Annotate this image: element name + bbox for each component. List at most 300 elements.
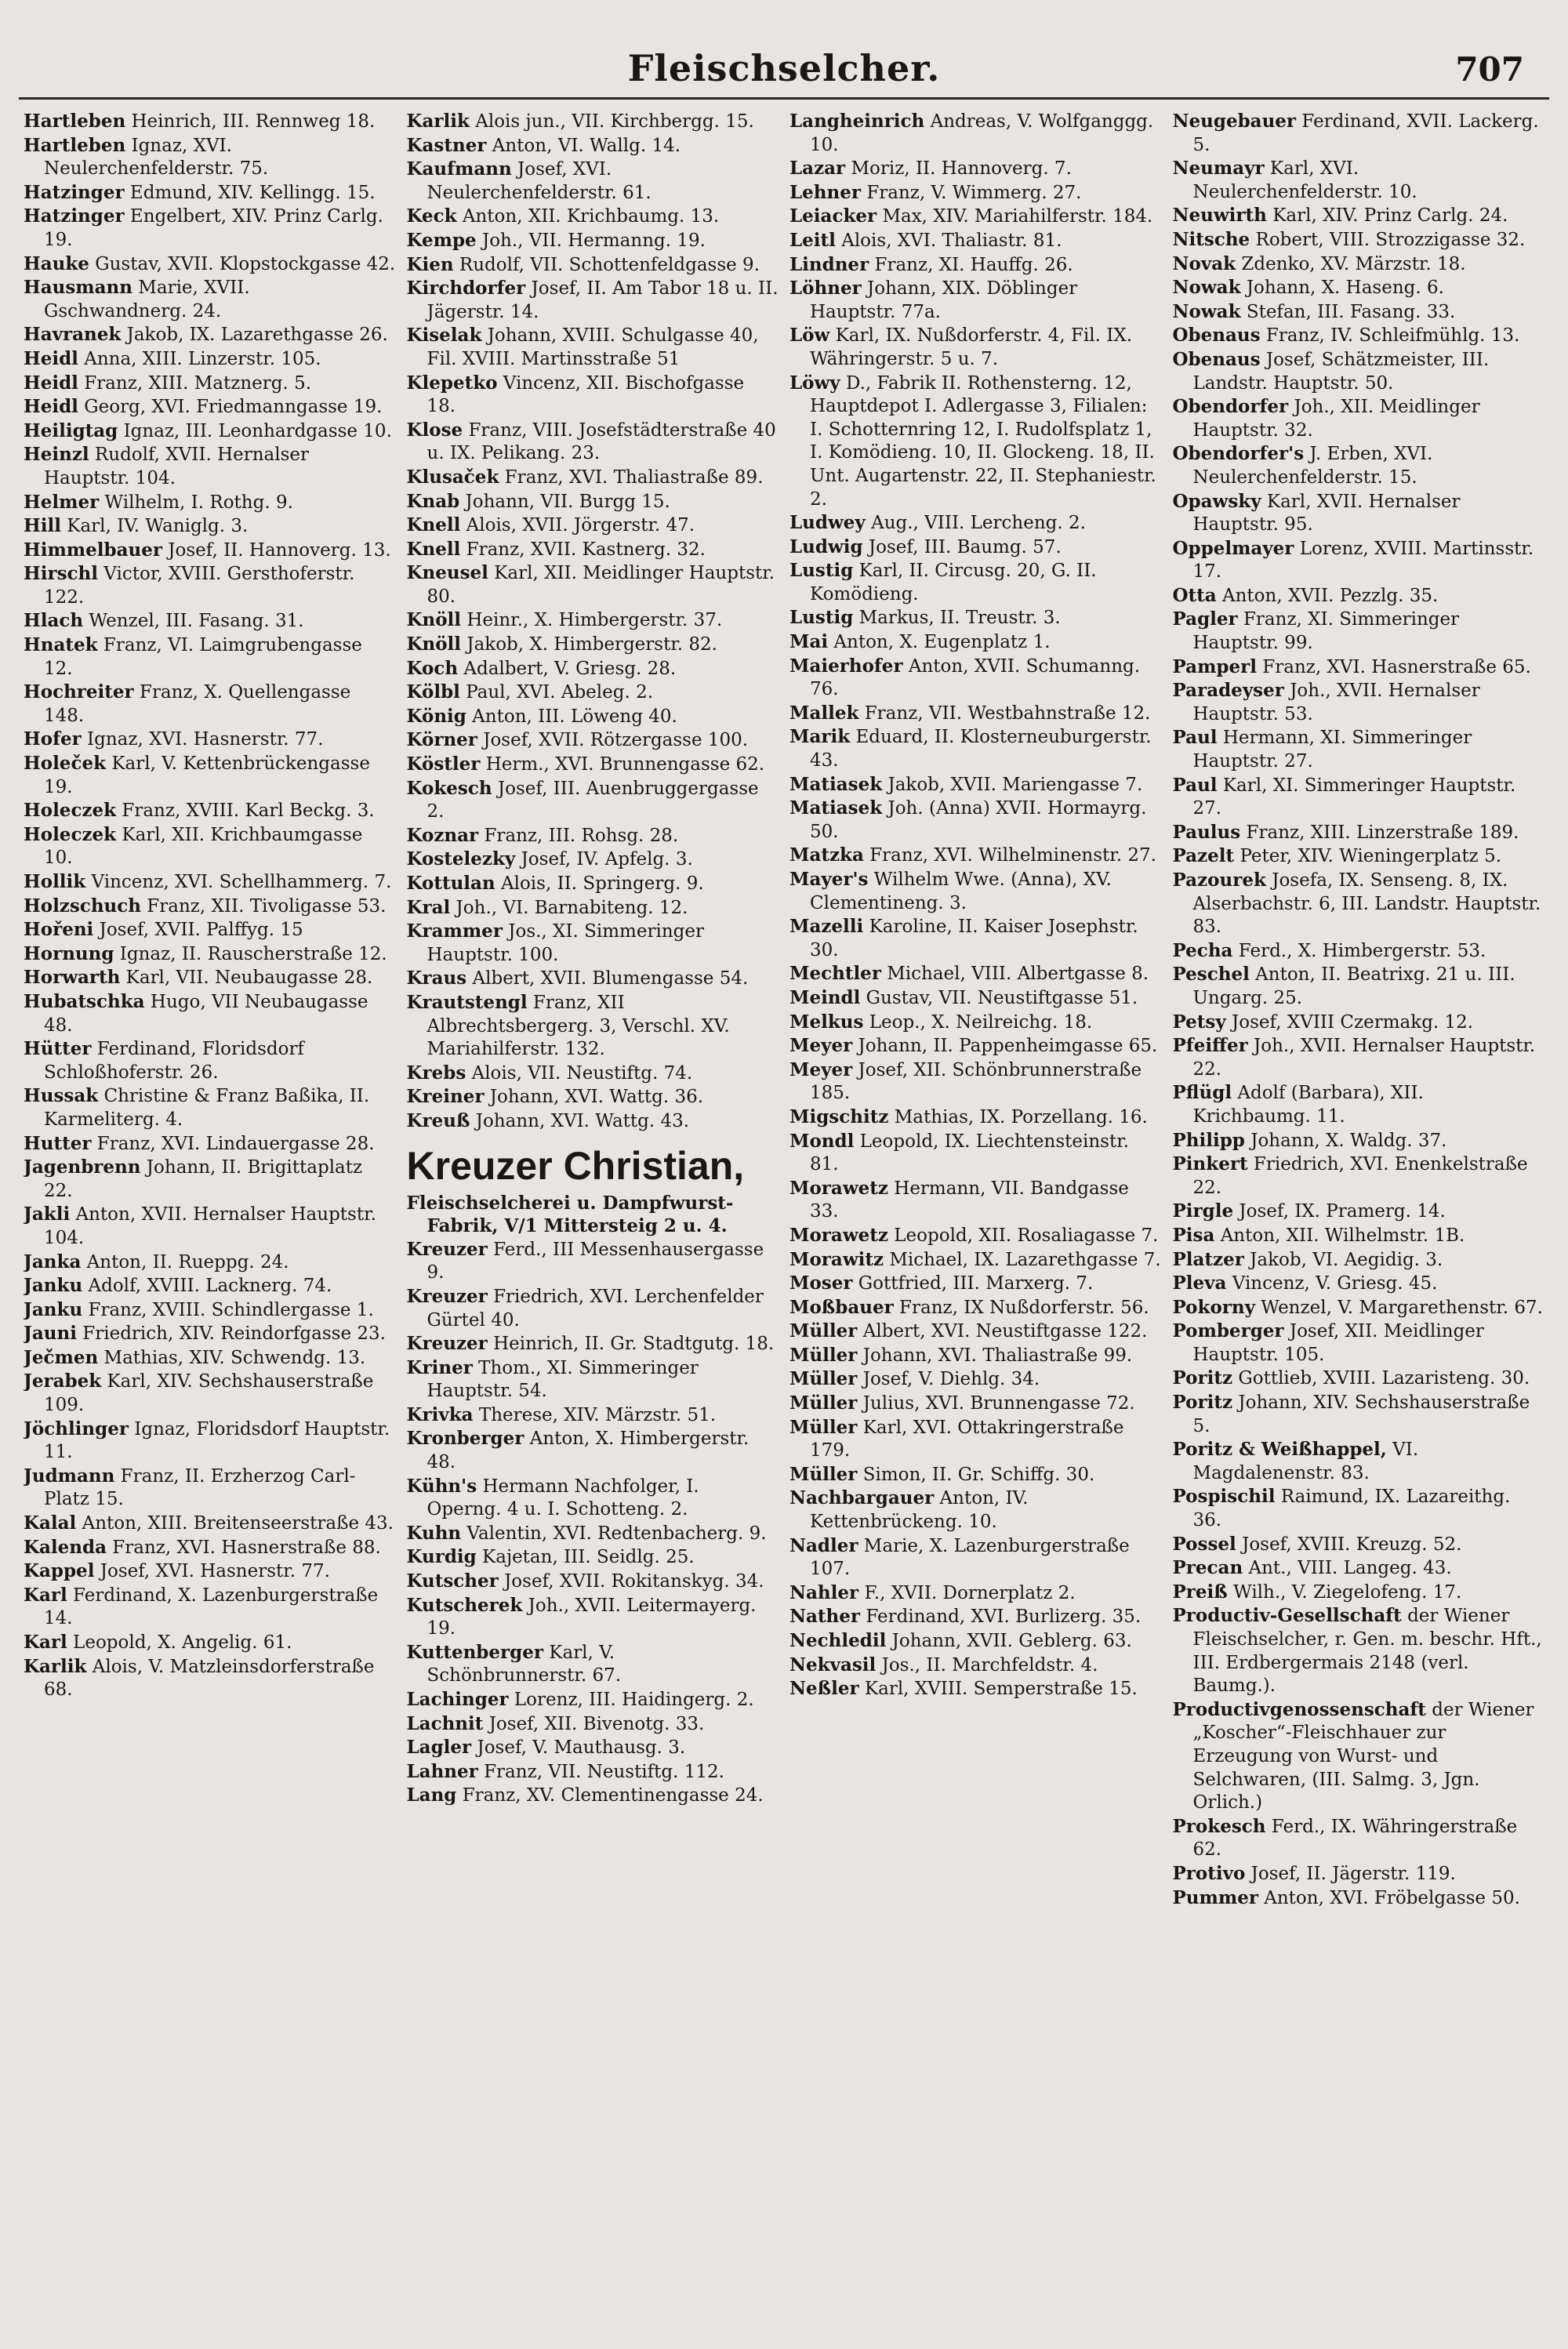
- directory-entry: [789, 1487, 1162, 1534]
- directory-entry: [789, 324, 1162, 371]
- directory-entry: [407, 705, 779, 729]
- entry-address: Ignaz, XVI. Neulerchenfelderstr. 75.: [44, 135, 269, 180]
- entry-address: Franz, XVI. Hasnerstraße 88.: [106, 1537, 381, 1558]
- directory-entry: [407, 1085, 779, 1109]
- entry-address: Franz, II. Erzherzog Carl-Platz 15.: [44, 1465, 356, 1510]
- directory-entry: [24, 1584, 396, 1631]
- entry-name: Moser: [789, 1273, 853, 1294]
- entry-name: Neuwirth: [1172, 205, 1267, 227]
- entry-name: Peschel: [1172, 964, 1250, 986]
- entry-name: Petsy: [1172, 1011, 1226, 1033]
- entry-name: Hořeni: [24, 919, 94, 941]
- entry-address: Adolf, XVIII. Lacknerg. 74.: [82, 1276, 332, 1297]
- directory-entry: [789, 1130, 1162, 1177]
- directory-entry: [789, 1392, 1162, 1416]
- entry-name: Pazourek: [1172, 870, 1266, 891]
- entry-name: Pisa: [1172, 1224, 1215, 1246]
- section-title: Fleischselcher.: [627, 47, 941, 89]
- directory-entry: [24, 870, 396, 895]
- directory-entry: [1173, 1604, 1545, 1697]
- directory-entry: [1173, 537, 1545, 584]
- directory-entry: [1173, 679, 1545, 726]
- directory-entry: [407, 490, 779, 514]
- entry-name: Precan: [1172, 1557, 1243, 1579]
- entry-address: Friedrich, XIV. Reindorfgasse 23.: [76, 1323, 386, 1345]
- entry-name: Nachbargauer: [789, 1487, 935, 1509]
- directory-entry: [407, 1356, 779, 1403]
- entry-name: Mayer's: [789, 869, 869, 890]
- entry-address: Michael, VIII. Albertgasse 8.: [880, 964, 1149, 985]
- entry-address: Therese, XIV. Märzstr. 51.: [473, 1404, 717, 1425]
- entry-name: Hartleben: [24, 111, 126, 132]
- directory-entry: [407, 1143, 779, 1189]
- directory-entry: [1173, 1129, 1545, 1153]
- entry-address: Anton, II. Rueppg. 24.: [81, 1251, 289, 1273]
- directory-entry: [407, 1570, 779, 1594]
- directory-entry: [789, 181, 1162, 205]
- entry-address: Georg, XVI. Friedmanngasse 19.: [78, 397, 383, 418]
- entry-address: Vincenz, XVI. Schellhammerg. 7.: [85, 872, 392, 892]
- directory-entry: [24, 823, 396, 870]
- entry-name: Paulus: [1172, 821, 1241, 843]
- directory-entry: [789, 1534, 1162, 1581]
- entry-address: Stefan, III. Fasang. 33.: [1240, 301, 1456, 322]
- entry-address: Ignaz, Floridsdorf Hauptstr. 11.: [44, 1418, 390, 1463]
- entry-address: Max, XIV. Mariahilferstr. 184.: [877, 206, 1153, 227]
- entry-address: Alois, II. Springerg. 9.: [495, 873, 704, 894]
- directory-entry: [789, 1605, 1162, 1629]
- entry-address: Wilhelm Wwe. (Anna), XV. Clementineng. 3.: [810, 870, 1112, 913]
- entry-address: Josef, Schätzmeister, III. Landstr. Hauptstr. 50.: [1192, 349, 1490, 394]
- entry-name: Meyer: [789, 1035, 853, 1057]
- entry-address: Jos., II. Marchfeldstr. 4.: [876, 1654, 1098, 1676]
- entry-name: Kostelezky: [406, 848, 516, 870]
- entry-address: Karl, XII. Meidlinger Hauptstr. 80.: [426, 563, 775, 607]
- directory-entry: [1173, 204, 1545, 228]
- entry-address: Johann, XVII. Geblerg. 63.: [886, 1631, 1132, 1651]
- entry-name: Hnatek: [24, 634, 98, 656]
- entry-address: Franz, XII. Tivoligasse 53.: [141, 895, 387, 917]
- directory-entry: [407, 1594, 779, 1641]
- entry-name: Kalal: [24, 1512, 77, 1534]
- directory-entry: [1173, 395, 1545, 442]
- entry-address: Johann, X. Waldg. 37.: [1244, 1130, 1447, 1151]
- entry-name: Pagler: [1172, 608, 1238, 630]
- entry-name: Holeczek: [24, 800, 117, 822]
- entry-address: Heinr., X. Himbergerstr. 37.: [461, 610, 723, 631]
- entry-address: Gottlieb, XVIII. Lazaristeng. 30.: [1232, 1368, 1530, 1389]
- entry-name: Müller: [789, 1463, 858, 1485]
- entry-name: Nadler: [789, 1534, 858, 1556]
- entry-address: Jakob, VI. Aegidig. 3.: [1243, 1249, 1443, 1270]
- entry-name: Leiacker: [789, 205, 877, 227]
- directory-entry: [1173, 869, 1545, 939]
- entry-name: Opawsky: [1172, 490, 1261, 512]
- directory-entry: [24, 372, 396, 396]
- entry-name: Matzka: [789, 844, 864, 866]
- entry-address: Mathias, IX. Porzellang. 16.: [888, 1106, 1148, 1127]
- entry-address: Ferdinand, XVII. Lackerg. 5.: [1192, 111, 1539, 155]
- entry-address: Johann, II. Pappenheimgasse 65.: [852, 1036, 1158, 1057]
- entry-address: Joh., XII. Meidlinger Hauptstr. 32.: [1192, 397, 1480, 441]
- directory-entry: [789, 1654, 1162, 1678]
- entry-name: Obenaus: [1172, 348, 1261, 370]
- entry-name: Krammer: [406, 920, 503, 942]
- directory-entry: [24, 990, 396, 1037]
- directory-entry: [407, 1403, 779, 1428]
- entry-name: Hochreiter: [24, 681, 134, 703]
- entry-address: Johann, XVI. Wattg. 43.: [470, 1110, 690, 1131]
- directory-columns: [24, 110, 1544, 2329]
- entry-address: Josef, XVI. Neulerchenfelderstr. 61.: [426, 159, 652, 203]
- directory-entry: [407, 681, 779, 705]
- entry-name: Otta: [1172, 584, 1217, 606]
- directory-entry: [407, 728, 779, 753]
- entry-name: Heidl: [24, 396, 78, 418]
- entry-address: Herm., XVI. Brunnengasse 62.: [480, 754, 765, 775]
- entry-name: Hatzinger: [24, 205, 125, 227]
- entry-address: Jakob, XVII. Mariengasse 7.: [882, 774, 1143, 795]
- directory-entry: [1173, 1248, 1545, 1273]
- entry-name: Kreuzer Christian,: [406, 1143, 745, 1188]
- entry-name: Possel: [1172, 1533, 1236, 1555]
- entry-name: Nechledil: [789, 1630, 887, 1651]
- entry-address: Julius, XVI. Brunnengasse 72.: [857, 1393, 1135, 1414]
- entry-name: Langheinrich: [789, 111, 925, 132]
- directory-entry: [1173, 252, 1545, 277]
- entry-name: Pirgle: [1172, 1200, 1234, 1222]
- entry-address: Alois jun., VII. Kirchbergg. 15.: [469, 111, 754, 132]
- entry-address: Victor, XVIII. Gersthoferstr. 122.: [44, 564, 355, 608]
- entry-address: Josefa, IX. Senseng. 8, IX. Alserbachstr. 6, III. Landstr. Hauptstr. 83.: [1192, 870, 1541, 938]
- entry-name: Philipp: [1172, 1129, 1245, 1151]
- entry-address: Franz, IV. Schleifmühlg. 13.: [1260, 325, 1520, 347]
- entry-address: Markus, II. Treustr. 3.: [853, 608, 1061, 629]
- entry-address: Josef, III. Auenbruggergasse 2.: [426, 778, 759, 822]
- entry-name: Obenaus: [1172, 325, 1261, 347]
- entry-name: Kastner: [406, 134, 487, 156]
- entry-name: Poritz: [1172, 1367, 1233, 1389]
- entry-address: Anton, XII. Wilhelmstr. 1B.: [1214, 1225, 1465, 1246]
- directory-entry: [1173, 1034, 1545, 1081]
- entry-address: Gustav, VII. Neustiftgasse 51.: [860, 987, 1138, 1008]
- entry-address: Joh., VII. Hermanng. 19.: [476, 230, 706, 251]
- directory-entry: [407, 1522, 779, 1546]
- directory-entry: [789, 1272, 1162, 1296]
- entry-address: Karl, V. Schönbrunnerstr. 67.: [426, 1642, 622, 1686]
- entry-address: Josef, II. Jägerstr. 119.: [1245, 1863, 1456, 1884]
- entry-name: Kurdig: [406, 1546, 477, 1568]
- entry-address: Josef, II. Am Tabor 18 u. II. Jägerstr. 14.: [426, 278, 779, 322]
- entry-address: Gustav, XVII. Klopstockgasse 42.: [89, 253, 396, 274]
- entry-name: Hausmann: [24, 277, 132, 299]
- entry-address: Josef, XVII. Palffyg. 15: [93, 920, 303, 941]
- directory-entry: [407, 514, 779, 538]
- entry-address: Johann, XVI. Wattg. 36.: [484, 1087, 704, 1108]
- entry-address: der Wiener „Koscher“-Fleischhauer zur Erzeugung von Wurst- und Selchwaren, (III. Salmg. 3, Jgn. Orlich.): [1192, 1699, 1534, 1813]
- directory-entry: [789, 1629, 1162, 1654]
- directory-entry: [789, 986, 1162, 1011]
- entry-name: Oppelmayer: [1172, 537, 1294, 559]
- entry-name: Heinzl: [24, 444, 89, 466]
- entry-address: Alois, V. Matzleinsdorferstraße 68.: [44, 1656, 375, 1701]
- directory-entry: [1173, 1391, 1545, 1438]
- entry-name: Poritz: [1172, 1392, 1233, 1414]
- entry-address: Karl, II. Circusg. 20, G. II. Komödieng.: [810, 561, 1097, 604]
- entry-name: Nekvasil: [789, 1654, 877, 1676]
- entry-address: Alois, XVII. Jörgerstr. 47.: [460, 515, 695, 536]
- directory-entry: [407, 1192, 779, 1238]
- directory-entry: [24, 252, 396, 277]
- column-3: [789, 110, 1162, 2329]
- entry-name: Karlik: [406, 111, 470, 132]
- entry-name: Obendorfer: [1172, 396, 1289, 418]
- directory-entry: [24, 1298, 396, 1323]
- entry-address: Heinrich, II. Gr. Stadtgutg. 18.: [487, 1334, 775, 1355]
- directory-entry: [24, 514, 396, 539]
- entry-address: Josef, XII. Schönbrunnerstraße 185.: [810, 1059, 1142, 1104]
- directory-entry: [24, 1465, 396, 1512]
- entry-name: Jakli: [24, 1204, 71, 1225]
- entry-address: Franz, XVI. Wilhelminenstr. 27.: [863, 845, 1156, 866]
- entry-address: Josef, IX. Pramerg. 14.: [1233, 1201, 1446, 1222]
- directory-entry: [24, 491, 396, 515]
- entry-address: Jakob, X. Himbergerstr. 82.: [461, 634, 717, 655]
- entry-name: Pospischil: [1172, 1486, 1276, 1508]
- entry-name: Matiasek: [789, 797, 883, 819]
- directory-entry: [789, 1296, 1162, 1320]
- entry-address: Franz, III. Rohsg. 28.: [478, 825, 679, 846]
- entry-name: Krebs: [406, 1062, 466, 1084]
- entry-name: Klepetko: [406, 372, 498, 394]
- entry-address: Adalbert, V. Griesg. 28.: [458, 658, 677, 679]
- directory-entry: [789, 559, 1162, 606]
- entry-address: F., XVII. Dornerplatz 2.: [858, 1582, 1076, 1603]
- entry-name: Migschitz: [789, 1106, 889, 1127]
- entry-address: Aug., VIII. Lercheng. 2.: [865, 513, 1086, 534]
- directory-entry: [1173, 157, 1545, 204]
- directory-entry: [24, 419, 396, 444]
- entry-name: Morawitz: [789, 1248, 884, 1270]
- page-header: [0, 47, 1568, 103]
- entry-name: Holeček: [24, 753, 107, 775]
- entry-address: Ferd., III Messenhausergasse 9.: [426, 1239, 764, 1283]
- entry-name: Löw: [789, 325, 830, 347]
- directory-entry: [407, 777, 779, 824]
- entry-name: Kalenda: [24, 1536, 107, 1558]
- entry-name: Nahler: [789, 1581, 859, 1603]
- directory-entry: [789, 962, 1162, 986]
- entry-address: Hermann Nachfolger, I. Operng. 4 u. I. Schotteng. 2.: [426, 1476, 699, 1520]
- entry-name: Pamperl: [1172, 655, 1257, 677]
- directory-entry: [789, 1248, 1162, 1273]
- directory-entry: [407, 967, 779, 991]
- directory-entry: [1173, 1367, 1545, 1391]
- entry-name: Körner: [406, 729, 477, 751]
- entry-address: Moriz, II. Hannoverg. 7.: [845, 158, 1072, 180]
- directory-entry: [789, 372, 1162, 512]
- entry-name: Kronberger: [406, 1428, 524, 1450]
- directory-entry: [407, 538, 779, 562]
- entry-name: Heiligtag: [24, 419, 118, 441]
- entry-name: Koch: [406, 657, 459, 679]
- directory-entry: [1173, 1556, 1545, 1581]
- entry-name: Mai: [789, 631, 829, 653]
- directory-entry: [789, 773, 1162, 797]
- entry-address: Franz, XVI. Thaliastraße 89.: [499, 467, 764, 488]
- entry-address: Jos., XI. Simmeringer Hauptstr. 100.: [426, 921, 704, 965]
- directory-entry: [789, 1416, 1162, 1463]
- entry-name: Pleva: [1172, 1273, 1227, 1294]
- entry-name: Kien: [406, 253, 454, 275]
- directory-entry: [24, 1132, 396, 1156]
- entry-address: Karl, IV. Waniglg. 3.: [60, 516, 249, 537]
- entry-name: Nowak: [1172, 300, 1241, 322]
- directory-entry: [24, 395, 396, 419]
- directory-entry: [789, 725, 1162, 772]
- directory-entry: [1173, 1296, 1545, 1320]
- entry-name: Kokesch: [406, 777, 492, 799]
- entry-address: Franz, X. Quellengasse 148.: [44, 682, 351, 726]
- directory-entry: [789, 1058, 1162, 1106]
- entry-address: Alois, XVI. Thaliastr. 81.: [835, 230, 1062, 251]
- directory-entry: [407, 419, 779, 466]
- entry-name: Lustig: [789, 560, 854, 582]
- directory-entry: [1173, 1081, 1545, 1128]
- entry-name: Hartleben: [24, 134, 126, 156]
- entry-name: Heidl: [24, 347, 78, 369]
- entry-name: Ludwig: [789, 536, 863, 557]
- entry-address: Marie, XVII. Gschwandnerg. 24.: [44, 278, 250, 321]
- entry-name: Hussak: [24, 1085, 99, 1107]
- entry-address: Joh., XVII. Hernalser Hauptstr. 22.: [1192, 1036, 1536, 1080]
- entry-address: Wenzel, V. Margarethenstr. 67.: [1255, 1297, 1543, 1318]
- entry-address: Anton, II. Beatrixg. 21 u. III. Ungarg. 25.: [1192, 964, 1515, 1008]
- entry-name: Meindl: [789, 986, 861, 1008]
- entry-address: Anna, XIII. Linzerstr. 105.: [78, 348, 321, 369]
- entry-name: Productiv-Gesellschaft: [1172, 1605, 1402, 1627]
- directory-entry: [407, 848, 779, 872]
- directory-entry: [407, 1736, 779, 1760]
- directory-entry: [789, 157, 1162, 181]
- directory-entry: [1173, 1581, 1545, 1605]
- directory-entry: [24, 276, 396, 323]
- entry-name: Karlik: [24, 1655, 87, 1677]
- entry-address: Alois, VII. Neustiftg. 74.: [466, 1062, 693, 1084]
- entry-name: Preiß: [1172, 1581, 1228, 1603]
- entry-name: Hauke: [24, 252, 89, 274]
- entry-name: Kölbl: [406, 681, 460, 703]
- entry-address: Rudolf, VII. Schottenfeldgasse 9.: [453, 254, 760, 275]
- directory-entry: [789, 1344, 1162, 1368]
- entry-name: Holeczek: [24, 823, 117, 845]
- entry-address: Johann, XVIII. Schulgasse 40, Fil. XVIII. Martinsstraße 51: [426, 325, 759, 369]
- directory-entry: [407, 1760, 779, 1784]
- entry-address: Adolf (Barbara), XII. Krichbaumg. 11.: [1192, 1083, 1424, 1127]
- entry-address: Franz, XIII. Matznerg. 5.: [78, 372, 312, 394]
- directory-entry: [24, 1655, 396, 1702]
- entry-name: Nather: [789, 1606, 861, 1628]
- page-number: 707: [1455, 50, 1524, 89]
- entry-address: Franz, XI. Simmeringer Hauptstr. 99.: [1192, 609, 1460, 654]
- directory-entry: [407, 896, 779, 920]
- entry-address: Karl, XIV. Sechshauserstraße 109.: [44, 1371, 374, 1416]
- entry-name: Janku: [24, 1298, 83, 1320]
- entry-address: Franz, XI. Hauffg. 26.: [869, 254, 1073, 275]
- entry-address: Edmund, XIV. Kellingg. 15.: [124, 182, 376, 203]
- directory-entry: [24, 110, 396, 134]
- directory-entry: [407, 1545, 779, 1570]
- entry-address: Johann, VII. Burgg 15.: [459, 491, 670, 512]
- entry-name: Neßler: [789, 1678, 859, 1700]
- directory-entry: [407, 1109, 779, 1134]
- entry-address: Josef, II. Hannoverg. 13.: [162, 539, 391, 561]
- header-rule: [19, 97, 1549, 100]
- entry-address: Franz, XIII. Linzerstraße 189.: [1240, 822, 1519, 843]
- entry-address: Johann, XIX. Döblinger Hauptstr. 77a.: [810, 278, 1078, 322]
- entry-name: Knab: [406, 490, 460, 512]
- directory-entry: [789, 253, 1162, 278]
- directory-entry: [407, 1285, 779, 1332]
- entry-address: Marie, X. Lazenburgerstraße 107.: [810, 1535, 1130, 1580]
- entry-address: Anton, IV. Kettenbrückeng. 10.: [810, 1488, 1029, 1533]
- entry-name: Löhner: [789, 278, 862, 300]
- entry-name: Janka: [24, 1251, 82, 1273]
- entry-address: Fleischselcherei u. Dampfwurst-Fabrik, V/1 Mittersteig 2 u. 4.: [406, 1192, 734, 1237]
- entry-address: Raimund, IX. Lazareithg. 36.: [1192, 1487, 1511, 1531]
- entry-name: Klusaček: [406, 466, 499, 488]
- entry-name: Horwarth: [24, 967, 121, 989]
- directory-entry: [407, 753, 779, 777]
- entry-name: Koznar: [406, 824, 479, 846]
- entry-address: Karl, IX. Nußdorferstr. 4, Fil. IX. Währingerstr. 5 u. 7.: [810, 325, 1133, 369]
- entry-name: Mazelli: [789, 916, 864, 938]
- entry-address: Robert, VIII. Strozzigasse 32.: [1250, 229, 1526, 250]
- entry-name: Paul: [1172, 727, 1218, 749]
- entry-name: Nowak: [1172, 277, 1241, 299]
- directory-entry: [789, 1320, 1162, 1344]
- entry-name: Neugebauer: [1172, 111, 1297, 132]
- entry-name: Lehner: [789, 181, 862, 203]
- entry-name: Kutscherek: [406, 1594, 523, 1616]
- entry-address: Andreas, V. Wolfganggg. 10.: [810, 111, 1154, 155]
- directory-entry: [407, 561, 779, 608]
- entry-name: Janku: [24, 1275, 83, 1297]
- directory-entry: [24, 1536, 396, 1560]
- entry-name: Ječmen: [24, 1346, 99, 1368]
- directory-entry: [1173, 1320, 1545, 1367]
- entry-name: Lagler: [406, 1737, 472, 1759]
- entry-address: Karl, XIV. Prinz Carlg. 24.: [1266, 205, 1508, 227]
- entry-address: Josef, V. Mauthausg. 3.: [471, 1737, 686, 1759]
- entry-name: Müller: [789, 1416, 858, 1438]
- entry-address: Valentin, XVI. Redtenbacherg. 9.: [461, 1523, 767, 1544]
- entry-address: Joh., XVII. Hernalser Hauptstr. 53.: [1192, 681, 1480, 724]
- entry-address: Franz, XVIII. Schindlergasse 1.: [82, 1299, 374, 1320]
- entry-name: Poritz & Weißhappel,: [1172, 1439, 1387, 1461]
- entry-name: Leitl: [789, 229, 836, 251]
- entry-name: König: [406, 705, 466, 727]
- entry-address: D., Fabrik II. Rothensterng. 12, Hauptdepot I. Adlergasse 3, Filialen: I. Schotternring 12, I. Rudolfsplatz 1, I. Komödieng. 10, II. Glockeng. 18, II. Unt. Augartenstr. 22, II. Stephaniestr. 2.: [810, 372, 1156, 510]
- entry-name: Karl: [24, 1632, 67, 1653]
- directory-entry: [24, 728, 396, 752]
- entry-address: Johann, II. Brigittaplatz 22.: [44, 1157, 363, 1201]
- entry-name: Melkus: [789, 1011, 864, 1033]
- directory-entry: [407, 1332, 779, 1356]
- entry-name: Kempe: [406, 229, 477, 251]
- entry-name: Morawetz: [789, 1177, 888, 1199]
- entry-name: Kreuzer: [406, 1238, 488, 1260]
